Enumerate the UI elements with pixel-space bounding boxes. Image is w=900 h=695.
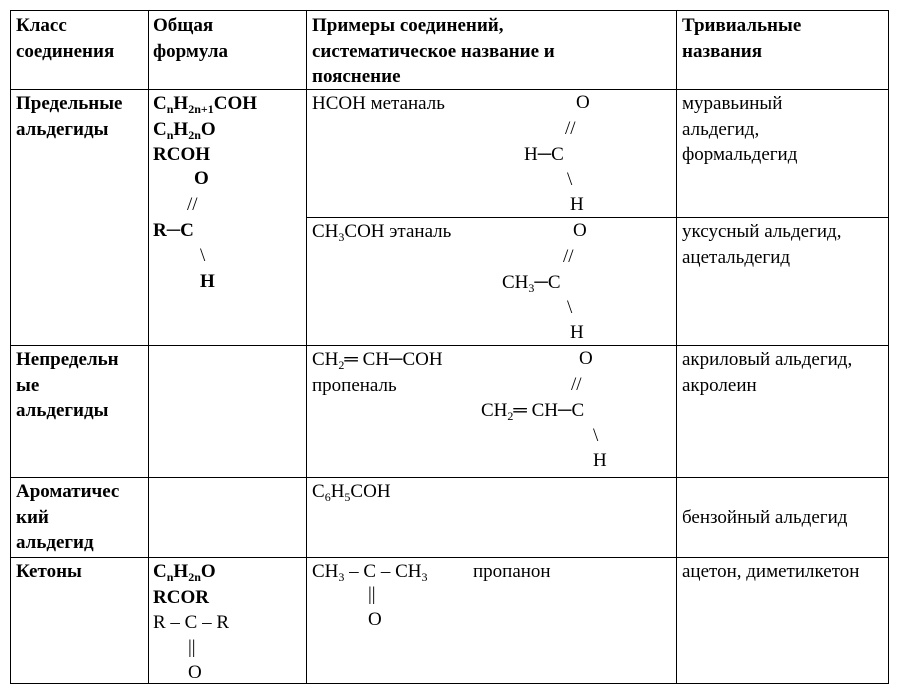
propenal-core: $CH_2═$ CH─C <box>481 400 585 423</box>
struct-single-bond: \ <box>200 245 206 266</box>
trivial-propenal: акриловый альдегид, акролеин <box>682 349 853 396</box>
class-saturated-aldehydes: Предельные альдегиды <box>16 93 123 140</box>
ethanal-core: $CH_3─C$ <box>502 272 561 295</box>
formula-line: $C_nH_{2n}O$ <box>153 561 216 584</box>
example-methanal: HCOH метаналь <box>312 93 445 114</box>
ethanal-hydrogen: H <box>570 322 584 343</box>
propanone-double-bond: || <box>368 584 376 605</box>
aldehydes-table <box>10 10 889 684</box>
class-unsaturated-aldehydes: Непредельн ые альдегиды <box>16 349 119 422</box>
row-divider-4 <box>10 557 889 558</box>
column-divider-1 <box>148 10 149 684</box>
ketone-struct-double-bond: || <box>188 637 196 658</box>
methanal-core: H─C <box>524 144 564 165</box>
table-border-left <box>10 10 11 684</box>
header-trivial: Тривиальные названия <box>682 15 802 62</box>
class-aromatic-aldehyde: Ароматичес кий альдегид <box>16 481 120 554</box>
trivial-methanal: муравьиный альдегид, формальдегид <box>682 93 798 166</box>
header-class: Класс соединения <box>16 15 115 62</box>
formula-line: RCOR <box>153 586 209 608</box>
header-examples: Примеры соединений, систематическое название и пояснение <box>312 15 555 88</box>
propenal-name: пропеналь <box>312 374 397 396</box>
struct-double-bond: // <box>187 194 198 215</box>
trivial-propanone: ацетон, диметилкетон <box>682 561 860 582</box>
trivial-benzaldehyde: бензойный альдегид <box>682 507 848 528</box>
example-propanone: $CH_3$ – C – $CH_3$ <box>312 561 428 584</box>
formula-line: $C_nH_{2n+1}COH$ <box>153 93 257 116</box>
formula-line: RCOH <box>153 144 210 166</box>
formula-line: $C_nH_{2n}O$ <box>153 118 216 142</box>
methanal-single-bond: \ <box>567 169 573 190</box>
propenal-double-bond: // <box>571 374 582 395</box>
column-divider-3 <box>676 10 677 684</box>
ethanal-single-bond: \ <box>567 297 573 318</box>
row-divider-sub <box>306 217 889 218</box>
propenal-hydrogen: H <box>593 450 607 471</box>
ketone-struct-oxygen: O <box>188 662 202 683</box>
row-divider-2 <box>10 345 889 346</box>
methanal-double-bond: // <box>565 118 576 139</box>
table-border-right <box>888 10 889 684</box>
header-formula: Общая формула <box>153 15 229 62</box>
struct-oxygen: O <box>194 168 209 189</box>
propenal-formula: $CH_2═$ CH─COH <box>312 349 443 372</box>
example-propenal <box>312 347 443 398</box>
ethanal-oxygen: O <box>573 220 587 241</box>
struct-core: R─C <box>153 220 194 241</box>
row-divider-3 <box>10 477 889 478</box>
struct-hydrogen: H <box>200 271 215 292</box>
table-border-top <box>10 10 889 11</box>
column-divider-2 <box>306 10 307 684</box>
formula-saturated-aldehydes <box>153 91 257 168</box>
class-ketones: Кетоны <box>16 561 82 582</box>
propanone-oxygen: O <box>368 609 382 630</box>
propenal-oxygen: O <box>579 348 593 369</box>
example-propanone-name: пропанон <box>473 561 551 582</box>
example-ethanal: $CH_3COH$ этаналь <box>312 221 452 244</box>
ketone-struct-core: R – C – R <box>153 612 230 634</box>
methanal-oxygen: O <box>576 92 590 113</box>
ethanal-double-bond: // <box>563 246 574 267</box>
example-benzaldehyde: $C_6H_5COH$ <box>312 481 391 504</box>
methanal-hydrogen: H <box>570 194 584 215</box>
formula-ketones <box>153 559 229 636</box>
table-border-bottom <box>10 683 889 684</box>
trivial-ethanal: уксусный альдегид, ацетальдегид <box>682 221 842 268</box>
propenal-single-bond: \ <box>593 425 599 446</box>
